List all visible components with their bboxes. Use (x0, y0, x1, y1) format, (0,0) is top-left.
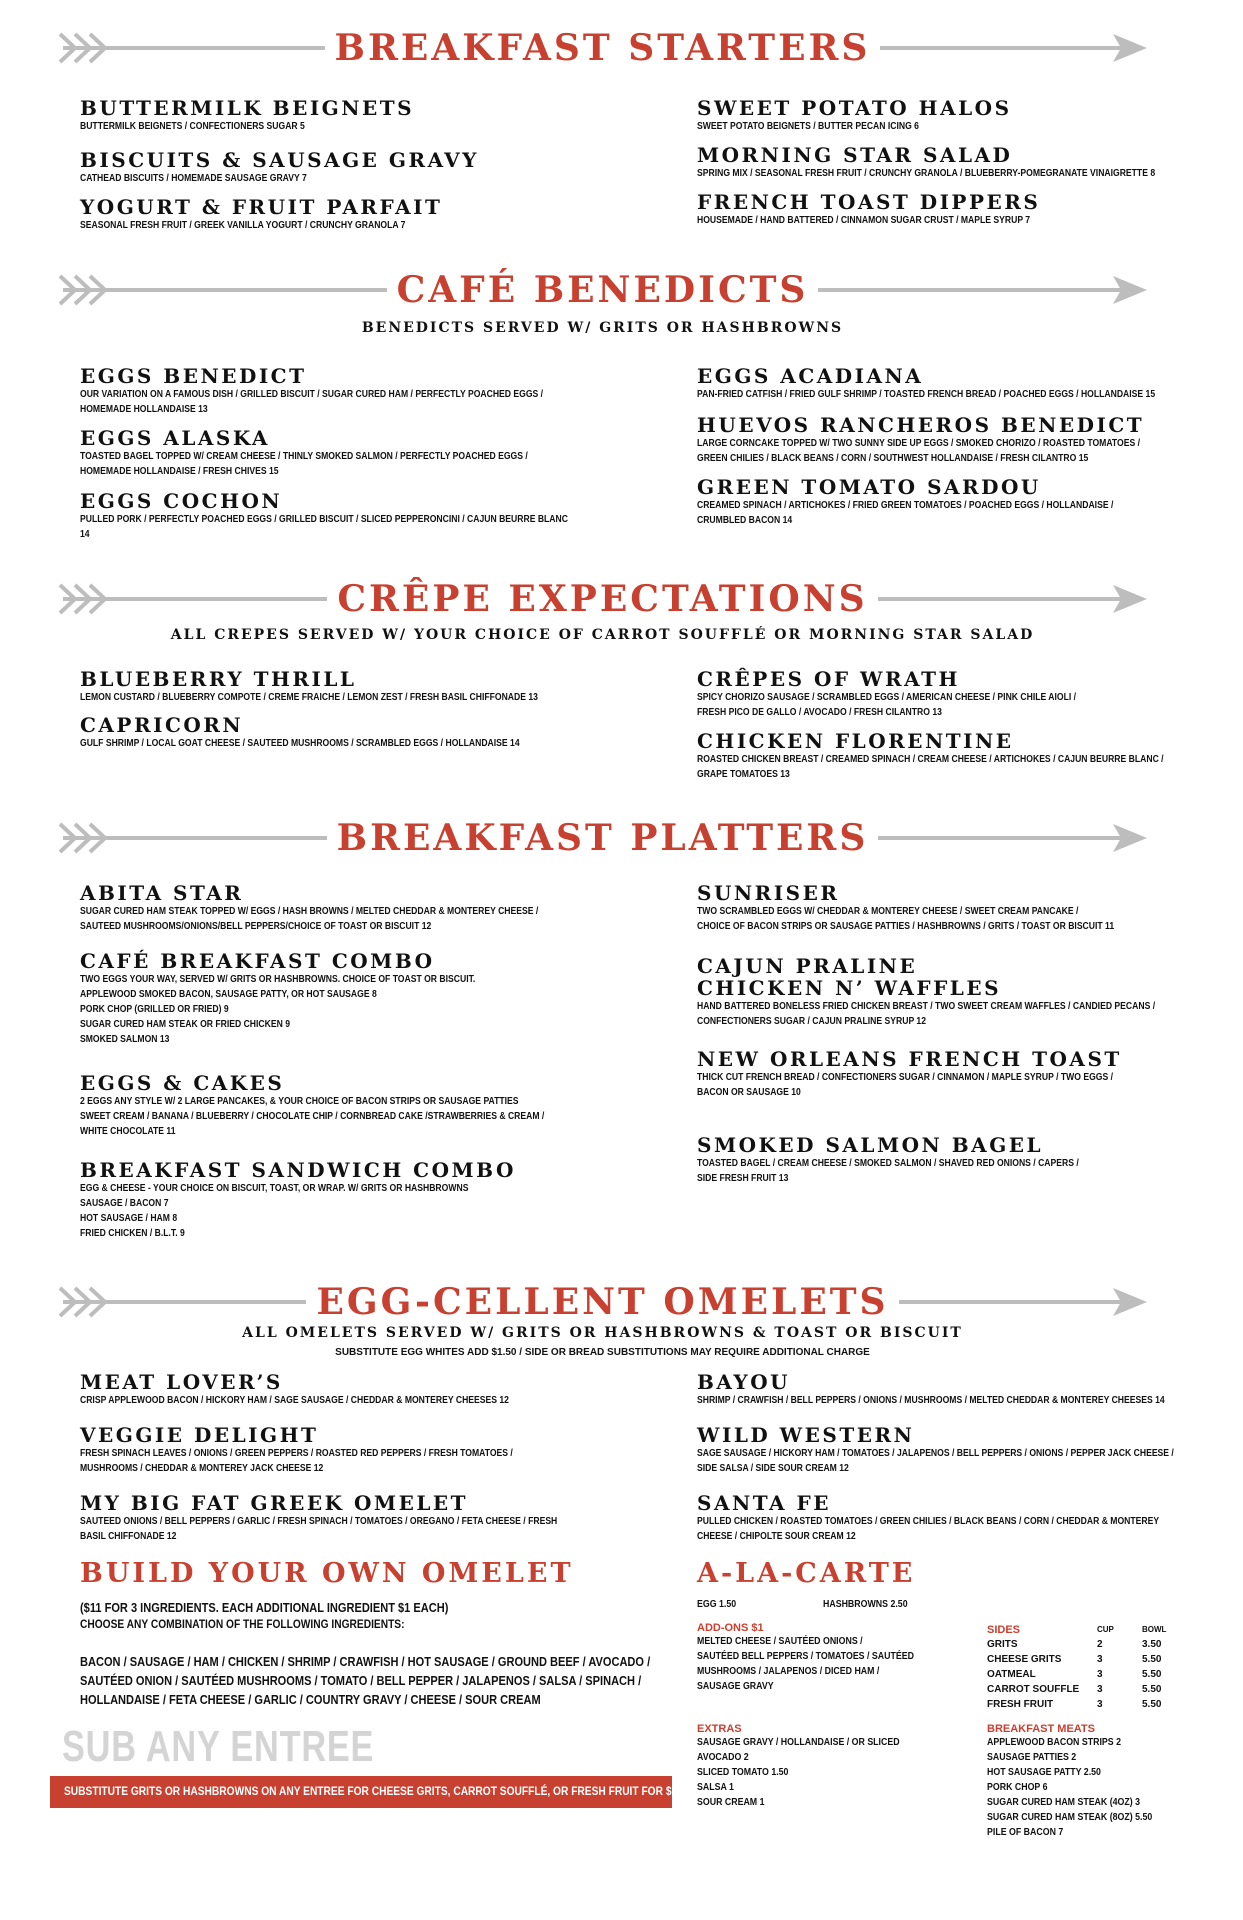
menu-item (80, 1371, 580, 1408)
list-item: SOUR CREAM 1 (697, 1797, 765, 1808)
item-name: BISCUITS & SAUSAGE GRAVY (80, 148, 479, 172)
item-desc: SAGE SAUSAGE / HICKORY HAM / TOMATOES / JALAPENOS / BELL PEPPERS / ONIONS / PEPPER JACK CHEESE / (697, 1447, 1174, 1459)
addons-block (697, 1622, 944, 1694)
menu-item (697, 882, 1197, 934)
menu-item (697, 476, 1197, 528)
item-name: YOGURT & FRUIT PARFAIT (80, 195, 443, 219)
side-name: CHEESE GRITS (987, 1654, 1062, 1665)
extras-block (697, 1723, 927, 1810)
item-desc: OUR VARIATION ON A FAMOUS DISH / GRILLED BISCUIT / SUGAR CURED HAM / PERFECTLY POACHED EGGS / (80, 388, 544, 400)
bowl-heading: BOWL (1142, 1625, 1167, 1634)
alacarte-egg: EGG 1.50 (697, 1599, 737, 1610)
menu-item (80, 365, 580, 417)
item-desc: CREAMED SPINACH / ARTICHOKES / FRIED GREEN TOMATOES / POACHED EGGS / HOLLANDAISE / (697, 499, 1114, 511)
side-bowl: 5.50 (1142, 1669, 1162, 1680)
extras-heading: EXTRAS (697, 1723, 742, 1735)
item-name: EGGS & CAKES (80, 1071, 285, 1095)
list-item: MELTED CHEESE / SAUTÉED ONIONS / (697, 1636, 863, 1647)
item-desc: THICK CUT FRENCH BREAD / CONFECTIONERS SUGAR / CINNAMON / MAPLE SYRUP / TWO EGGS / (697, 1071, 1114, 1083)
ingredient-line: SAUTÉED ONION / SAUTÉED MUSHROOMS / TOMATO / BELL PEPPER / JALAPENOS / SALSA / SPINACH / (80, 1673, 642, 1688)
item-name: EGGS ALASKA (80, 426, 270, 450)
item-desc: TWO SCRAMBLED EGGS W/ CHEDDAR & MONTEREY CHEESE / SWEET CREAM PANCAKE / (697, 905, 1079, 917)
table-row (987, 1667, 1182, 1682)
menu-item (697, 1424, 1197, 1476)
item-name: SWEET POTATO HALOS (697, 96, 1012, 120)
side-bowl: 5.50 (1142, 1684, 1162, 1695)
side-name: CARROT SOUFFLE (987, 1684, 1080, 1695)
section-header-starters (55, 28, 1150, 68)
table-row (987, 1697, 1182, 1712)
list-item: SAUSAGE PATTIES 2 (987, 1752, 1077, 1763)
side-bowl: 5.50 (1142, 1654, 1162, 1665)
item-desc: HOMEMADE HOLLANDAISE 13 (80, 403, 208, 415)
item-desc: GULF SHRIMP / LOCAL GOAT CHEESE / SAUTEED MUSHROOMS / SCRAMBLED EGGS / HOLLANDAISE 14 (80, 737, 520, 749)
item-name: WILD WESTERN (697, 1423, 915, 1447)
section-header-omelets (55, 1282, 1150, 1322)
item-name: BUTTERMILK BEIGNETS (80, 96, 415, 120)
item-desc: SAUTEED ONIONS / BELL PEPPERS / GARLIC / FRESH SPINACH / TOMATOES / OREGANO / FETA CHEESE / FRESH (80, 1515, 558, 1527)
list-item: PORK CHOP 6 (987, 1782, 1048, 1793)
item-name: FRENCH TOAST DIPPERS (697, 190, 1041, 214)
item-name: SANTA FE (697, 1491, 831, 1515)
section-title: CRÊPE EXPECTATIONS (327, 578, 877, 620)
menu-item (697, 97, 1197, 134)
side-cup: 3 (1097, 1699, 1103, 1710)
alacarte-title: A-LA-CARTE (697, 1558, 916, 1589)
sub-entree-text: SUBSTITUTE GRITS OR HASHBROWNS ON ANY ENTREE FOR CHEESE GRITS, CARROT SOUFFLÉ, OR FRESH FRUIT FOR $1 (64, 1784, 678, 1798)
item-desc: SUGAR CURED HAM STEAK TOPPED W/ EGGS / HASH BROWNS / MELTED CHEDDAR & MONTEREY CHEESE / (80, 905, 539, 917)
list-item: PILE OF BACON 7 (987, 1827, 1064, 1838)
omelet-note: SUBSTITUTE EGG WHITES ADD $1.50 / SIDE OR BREAD SUBSTITUTIONS MAY REQUIRE ADDITIONAL CHARGE (335, 1347, 870, 1358)
item-desc: BUTTERMILK BEIGNETS / CONFECTIONERS SUGAR 5 (80, 120, 305, 132)
item-desc: FRESH PICO DE GALLO / AVOCADO / FRESH CILANTRO 13 (697, 706, 942, 718)
side-bowl: 5.50 (1142, 1699, 1162, 1710)
item-name: CAPRICORN (80, 713, 244, 737)
item-desc: TWO EGGS YOUR WAY, SERVED W/ GRITS OR HASHBROWNS. CHOICE OF TOAST OR BISCUIT. (80, 973, 476, 985)
section-header-crepes (55, 579, 1150, 619)
item-desc: CHEESE / CHIPOLTE SOUR CREAM 12 (697, 1530, 856, 1542)
item-desc: HOMEMADE HOLLANDAISE / FRESH CHIVES 15 (80, 465, 279, 477)
item-desc: SMOKED SALMON 13 (80, 1033, 170, 1045)
list-item: SAUSAGE GRAVY (697, 1681, 774, 1692)
section-subtitle: ALL OMELETS SERVED W/ GRITS OR HASHBROWNS & TOAST OR BISCUIT (242, 1325, 963, 1341)
item-desc: SEASONAL FRESH FRUIT / GREEK VANILLA YOGURT / CRUNCHY GRANOLA 7 (80, 219, 406, 231)
table-row (987, 1682, 1182, 1697)
item-desc: CRISP APPLEWOOD BACON / HICKORY HAM / SAGE SAUSAGE / CHEDDAR & MONTEREY CHEESES 12 (80, 1394, 509, 1406)
menu-item (697, 1371, 1197, 1408)
item-desc: BACON OR SAUSAGE 10 (697, 1086, 801, 1098)
item-name: SUNRISER (697, 881, 840, 905)
item-name: VEGGIE DELIGHT (80, 1423, 319, 1447)
item-desc: GRAPE TOMATOES 13 (697, 768, 790, 780)
section-subtitle: ALL CREPES SERVED W/ YOUR CHOICE OF CARROT SOUFFLÉ OR MORNING STAR SALAD (170, 627, 1035, 643)
item-desc: LEMON CUSTARD / BLUEBERRY COMPOTE / CREME FRAICHE / LEMON ZEST / FRESH BASIL CHIFFONADE 13 (80, 691, 538, 703)
menu-item (80, 427, 580, 479)
item-desc: PULLED PORK / PERFECTLY POACHED EGGS / GRILLED BISCUIT / SLICED PEPPERONCINI / CAJUN BEURRE BLANC 14 (80, 513, 568, 540)
item-desc: EGG & CHEESE - YOUR CHOICE ON BISCUIT, TOAST, OR WRAP. W/ GRITS OR HASHBROWNS (80, 1182, 469, 1194)
ingredient-line: HOLLANDAISE / FETA CHEESE / GARLIC / COUNTRY GRAVY / CHEESE / SOUR CREAM (80, 1692, 541, 1707)
sides-block (987, 1622, 1182, 1712)
item-desc: CRUMBLED BACON 14 (697, 514, 793, 526)
item-desc: GREEN CHILIES / BLACK BEANS / CORN / SOUTHWEST HOLLANDAISE / FRESH CILANTRO 15 (697, 452, 1089, 464)
item-desc: CONFECTIONERS SUGAR / CAJUN PRALINE SYRUP 12 (697, 1015, 926, 1027)
item-desc: PAN-FRIED CATFISH / FRIED GULF SHRIMP / TOASTED FRENCH BREAD / POACHED EGGS / HOLLANDAISE 15 (697, 388, 1156, 400)
meats-list (987, 1735, 1152, 1840)
menu-item (697, 414, 1197, 466)
menu-item (80, 149, 580, 186)
side-cup: 3 (1097, 1684, 1103, 1695)
list-item: MUSHROOMS / JALAPENOS / DICED HAM / (697, 1666, 880, 1677)
item-name: GREEN TOMATO SARDOU (697, 475, 1041, 499)
item-desc: BASIL CHIFFONADE 12 (80, 1530, 177, 1542)
item-desc: TOASTED BAGEL / CREAM CHEESE / SMOKED SALMON / SHAVED RED ONIONS / CAPERS / (697, 1157, 1079, 1169)
side-name: GRITS (987, 1639, 1018, 1650)
list-item: SUGAR CURED HAM STEAK (8OZ) 5.50 (987, 1812, 1153, 1823)
item-name: BAYOU (697, 1370, 791, 1394)
build-instructions: CHOOSE ANY COMBINATION OF THE FOLLOWING INGREDIENTS: (80, 1617, 405, 1631)
side-cup: 3 (1097, 1654, 1103, 1665)
item-desc: WHITE CHOCOLATE 11 (80, 1125, 176, 1137)
item-desc: HOUSEMADE / HAND BATTERED / CINNAMON SUGAR CRUST / MAPLE SYRUP 7 (697, 214, 1031, 226)
menu-item (697, 1048, 1197, 1100)
side-name: OATMEAL (987, 1669, 1036, 1680)
list-item: SAUSAGE GRAVY / HOLLANDAISE / OR SLICED (697, 1737, 900, 1748)
item-name: MORNING STAR SALAD (697, 143, 1013, 167)
cup-heading: CUP (1097, 1625, 1114, 1634)
ingredient-line: BACON / SAUSAGE / HAM / CHICKEN / SHRIMP / CRAWFISH / HOT SAUSAGE / GROUND BEEF / AVOCADO / (80, 1654, 651, 1669)
alacarte-hashbrowns: HASHBROWNS 2.50 (823, 1599, 908, 1610)
menu-item (697, 365, 1197, 402)
item-name: BLUEBERRY THRILL (80, 667, 357, 691)
item-desc: SAUSAGE / BACON 7 (80, 1197, 169, 1209)
table-row (987, 1637, 1182, 1652)
item-desc: SIDE SALSA / SIDE SOUR CREAM 12 (697, 1462, 849, 1474)
section-title: BREAKFAST PLATTERS (327, 817, 879, 859)
list-item: HOT SAUSAGE PATTY 2.50 (987, 1767, 1101, 1778)
side-bowl: 3.50 (1142, 1639, 1162, 1650)
menu-item (80, 1159, 580, 1241)
item-name: CHICKEN FLORENTINE (697, 729, 1014, 753)
menu-item (80, 490, 580, 542)
item-name: MY BIG FAT GREEK OMELET (80, 1491, 469, 1515)
addons-list (697, 1634, 914, 1694)
item-desc: LARGE CORNCAKE TOPPED W/ TWO SUNNY SIDE UP EGGS / SMOKED CHORIZO / ROASTED TOMATOES / (697, 437, 1140, 449)
extras-list (697, 1735, 900, 1810)
meats-heading: BREAKFAST MEATS (987, 1723, 1095, 1735)
item-desc: CHOICE OF BACON STRIPS OR SAUSAGE PATTIES / HASHBROWNS / GRITS / TOAST OR BISCUIT 11 (697, 920, 1115, 932)
section-header-platters (55, 818, 1150, 858)
menu-item (80, 668, 580, 705)
item-name: EGGS COCHON (80, 489, 283, 513)
section-title: EGG-CELLENT OMELETS (306, 1281, 898, 1323)
meats-block (987, 1723, 1175, 1840)
menu-item (80, 714, 580, 751)
item-name: SMOKED SALMON BAGEL (697, 1133, 1044, 1157)
menu-item (80, 882, 580, 934)
item-desc: SWEET CREAM / BANANA / BLUEBERRY / CHOCOLATE CHIP / CORNBREAD CAKE /STRAWBERRIES & CREAM / (80, 1110, 545, 1122)
list-item: SALSA 1 (697, 1782, 734, 1793)
build-price: ($11 FOR 3 INGREDIENTS. EACH ADDITIONAL INGREDIENT $1 EACH) (80, 1600, 449, 1615)
menu-item (697, 1492, 1197, 1544)
item-name: EGGS ACADIANA (697, 364, 924, 388)
section-title: CAFÉ BENEDICTS (387, 269, 819, 311)
build-omelet-title: BUILD YOUR OWN OMELET (80, 1558, 574, 1589)
menu-item (697, 955, 1197, 1029)
menu-item (80, 1492, 580, 1544)
section-title: BREAKFAST STARTERS (325, 27, 881, 69)
menu-item (80, 1424, 580, 1476)
item-desc: SWEET POTATO BEIGNETS / BUTTER PECAN ICING 6 (697, 120, 919, 132)
section-header-benedicts (55, 270, 1150, 310)
sides-heading: SIDES (987, 1623, 1021, 1636)
item-desc: FRIED CHICKEN / B.L.T. 9 (80, 1227, 185, 1239)
addons-heading: ADD-ONS $1 (697, 1622, 764, 1634)
item-desc: HOT SAUSAGE / HAM 8 (80, 1212, 178, 1224)
menu-item (80, 97, 580, 134)
item-name: CHICKEN N’ WAFFLES (697, 976, 1002, 1000)
item-name: CAJUN PRALINE (697, 954, 918, 978)
item-name: CRÊPES OF WRATH (697, 667, 960, 691)
item-desc: SPICY CHORIZO SAUSAGE / SCRAMBLED EGGS / AMERICAN CHEESE / PINK CHILE AIOLI / (697, 691, 1077, 703)
item-name: HUEVOS RANCHEROS BENEDICT (697, 413, 1145, 437)
item-name: MEAT LOVER’S (80, 1370, 283, 1394)
item-desc: PULLED CHICKEN / ROASTED TOMATOES / GREEN CHILIES / BLACK BEANS / CORN / CHEDDAR & MONTEREY (697, 1515, 1160, 1527)
side-cup: 2 (1097, 1639, 1103, 1650)
sub-entree-title: SUB ANY ENTREE (62, 1722, 375, 1771)
sides-table (987, 1622, 1182, 1712)
item-desc: SIDE FRESH FRUIT 13 (697, 1172, 789, 1184)
item-name: BREAKFAST SANDWICH COMBO (80, 1158, 516, 1182)
item-desc: APPLEWOOD SMOKED BACON, SAUSAGE PATTY, OR HOT SAUSAGE 8 (80, 988, 377, 1000)
item-desc: MUSHROOMS / CHEDDAR & MONTEREY JACK CHEESE 12 (80, 1462, 324, 1474)
table-row (987, 1652, 1182, 1667)
item-desc: PORK CHOP (GRILLED OR FRIED) 9 (80, 1003, 229, 1015)
menu-item (697, 191, 1197, 228)
item-desc: CATHEAD BISCUITS / HOMEMADE SAUSAGE GRAVY 7 (80, 172, 307, 184)
list-item: APPLEWOOD BACON STRIPS 2 (987, 1737, 1121, 1748)
item-desc: SPRING MIX / SEASONAL FRESH FRUIT / CRUNCHY GRANOLA / BLUEBERRY-POMEGRANATE VINAIGRETTE 8 (697, 167, 1156, 179)
item-name: CAFÉ BREAKFAST COMBO (80, 949, 435, 973)
list-item: SUGAR CURED HAM STEAK (4OZ) 3 (987, 1797, 1141, 1808)
side-name: FRESH FRUIT (987, 1699, 1054, 1710)
item-desc: FRESH SPINACH LEAVES / ONIONS / GREEN PEPPERS / ROASTED RED PEPPERS / FRESH TOMATOES / (80, 1447, 513, 1459)
section-subtitle: BENEDICTS SERVED W/ GRITS OR HASHBROWNS (361, 320, 844, 336)
menu-item (697, 1134, 1197, 1186)
menu-item (80, 1072, 580, 1139)
item-desc: SAUTEED MUSHROOMS/ONIONS/BELL PEPPERS/CHOICE OF TOAST OR BISCUIT 12 (80, 920, 432, 932)
item-desc: 2 EGGS ANY STYLE W/ 2 LARGE PANCAKES, & YOUR CHOICE OF BACON STRIPS OR SAUSAGE PATTIES (80, 1095, 519, 1107)
item-desc: ROASTED CHICKEN BREAST / CREAMED SPINACH / CREAM CHEESE / ARTICHOKES / CAJUN BEURRE BLANC / (697, 753, 1164, 765)
menu-item (697, 668, 1197, 720)
item-name: ABITA STAR (80, 881, 244, 905)
menu-item (80, 196, 580, 233)
item-desc: TOASTED BAGEL TOPPED W/ CREAM CHEESE / THINLY SMOKED SALMON / PERFECTLY POACHED EGGS / (80, 450, 528, 462)
item-desc: SHRIMP / CRAWFISH / BELL PEPPERS / ONIONS / MUSHROOMS / MELTED CHEDDAR & MONTEREY CHEESES 14 (697, 1394, 1165, 1406)
list-item: AVOCADO 2 (697, 1752, 749, 1763)
item-name: NEW ORLEANS FRENCH TOAST (697, 1047, 1122, 1071)
build-ingredients (80, 1652, 650, 1709)
menu-item (697, 144, 1197, 181)
menu-item (80, 950, 580, 1047)
list-item: SAUTÉED BELL PEPPERS / TOMATOES / SAUTÉED (697, 1651, 914, 1662)
sub-entree-banner (50, 1776, 678, 1808)
menu-item (697, 730, 1197, 782)
item-desc: SUGAR CURED HAM STEAK OR FRIED CHICKEN 9 (80, 1018, 291, 1030)
side-cup: 3 (1097, 1669, 1103, 1680)
list-item: SLICED TOMATO 1.50 (697, 1767, 789, 1778)
item-desc: HAND BATTERED BONELESS FRIED CHICKEN BREAST / TWO SWEET CREAM WAFFLES / CANDIED PECANS / (697, 1000, 1156, 1012)
item-name: EGGS BENEDICT (80, 364, 307, 388)
